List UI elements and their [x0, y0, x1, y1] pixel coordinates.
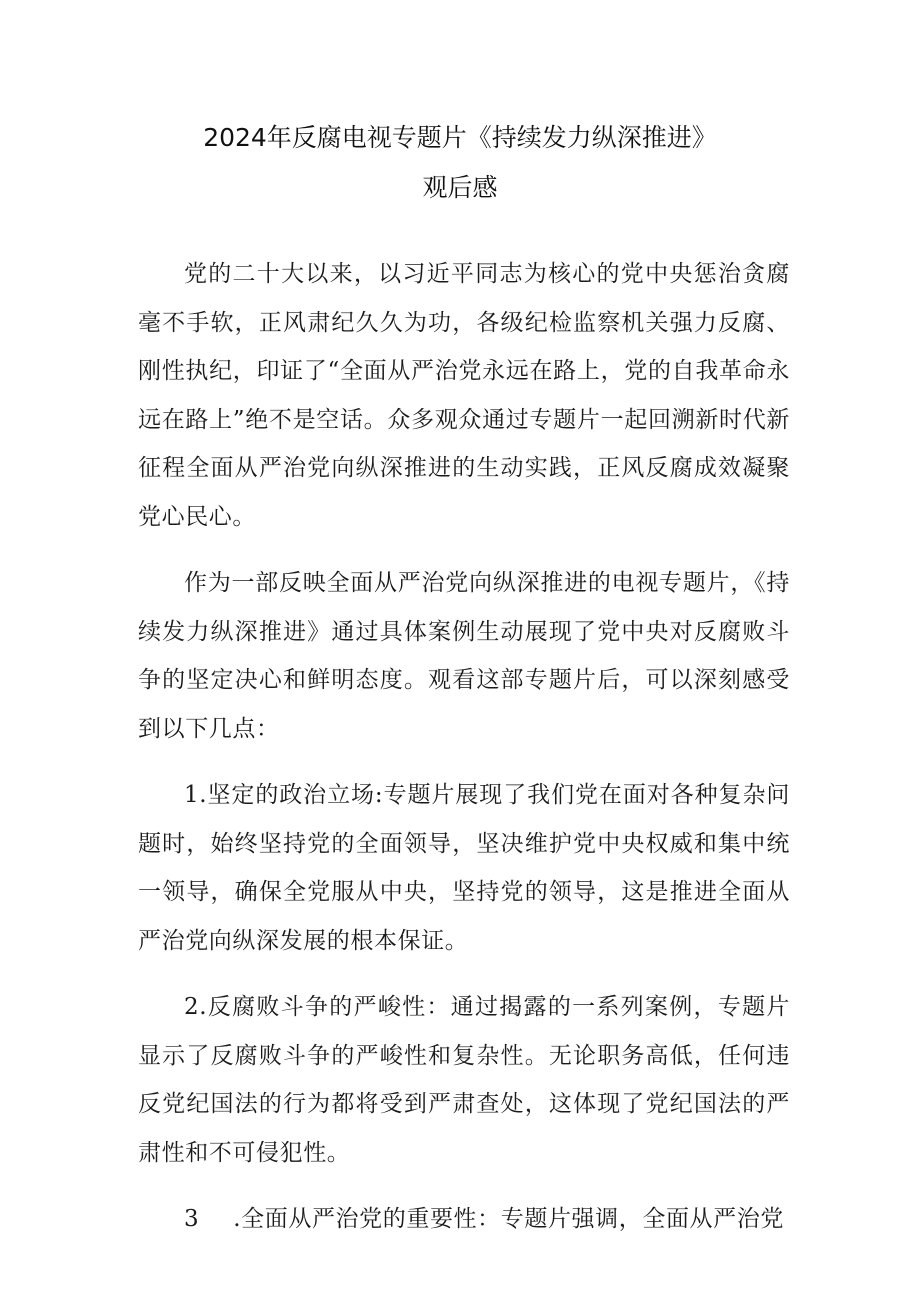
list-item-text: .坚定的政治立场:专题片展现了我们党在面对各种复杂问题时，始终坚持党的全面领导，坚决维护党中央权威和集中统一领导，确保全党服从中央，坚持党的领导，这是推进全面从严治党向纵深发展的根本保证。 — [138, 782, 790, 954]
list-item-text: .反腐败斗争的严峻性：通过揭露的一系列案例，专题片显示了反腐败斗争的严峻性和复杂性。无论职务高低，任何违反党纪国法的行为都将受到严肃查处，这体现了党纪国法的严肃性和不可侵犯性。 — [138, 994, 790, 1166]
paragraph-intro: 党的二十大以来，以习近平同志为核心的党中央惩治贪腐毫不手软，正风肃纪久久为功，各级纪检监察机关强力反腐、刚性执纪，印证了“全面从严治党永远在路上，党的自我革命永远在路上”绝不是空话。众多观众通过专题片一起回溯新时代新征程全面从严治党向纵深推进的生动实践，正风反腐成效凝聚党心民心。 — [138, 261, 790, 530]
list-item-text: .全面从严治党的重要性：专题片强调，全面从严治党 — [233, 1206, 784, 1232]
list-item — [138, 1195, 790, 1244]
paragraph-overview: 作为一部反映全面从严治党向纵深推进的电视专题片，《持续发力纵深推进》通过具体案例生动展现了党中央对反腐败斗争的坚定决心和鲜明态度。观看这部专题片后，可以深刻感受到以下几点： — [138, 570, 790, 742]
document-subtitle: 观后感 — [422, 173, 498, 202]
document-body — [138, 250, 790, 1262]
list-item — [138, 983, 790, 1177]
list-item-number: 1 — [184, 782, 200, 808]
list-item — [138, 771, 790, 965]
document-title: 2024年反腐电视专题片《持续发力纵深推进》 — [203, 123, 717, 152]
list-item-number: 2 — [184, 994, 200, 1020]
list-item-number: 3 — [184, 1206, 200, 1232]
